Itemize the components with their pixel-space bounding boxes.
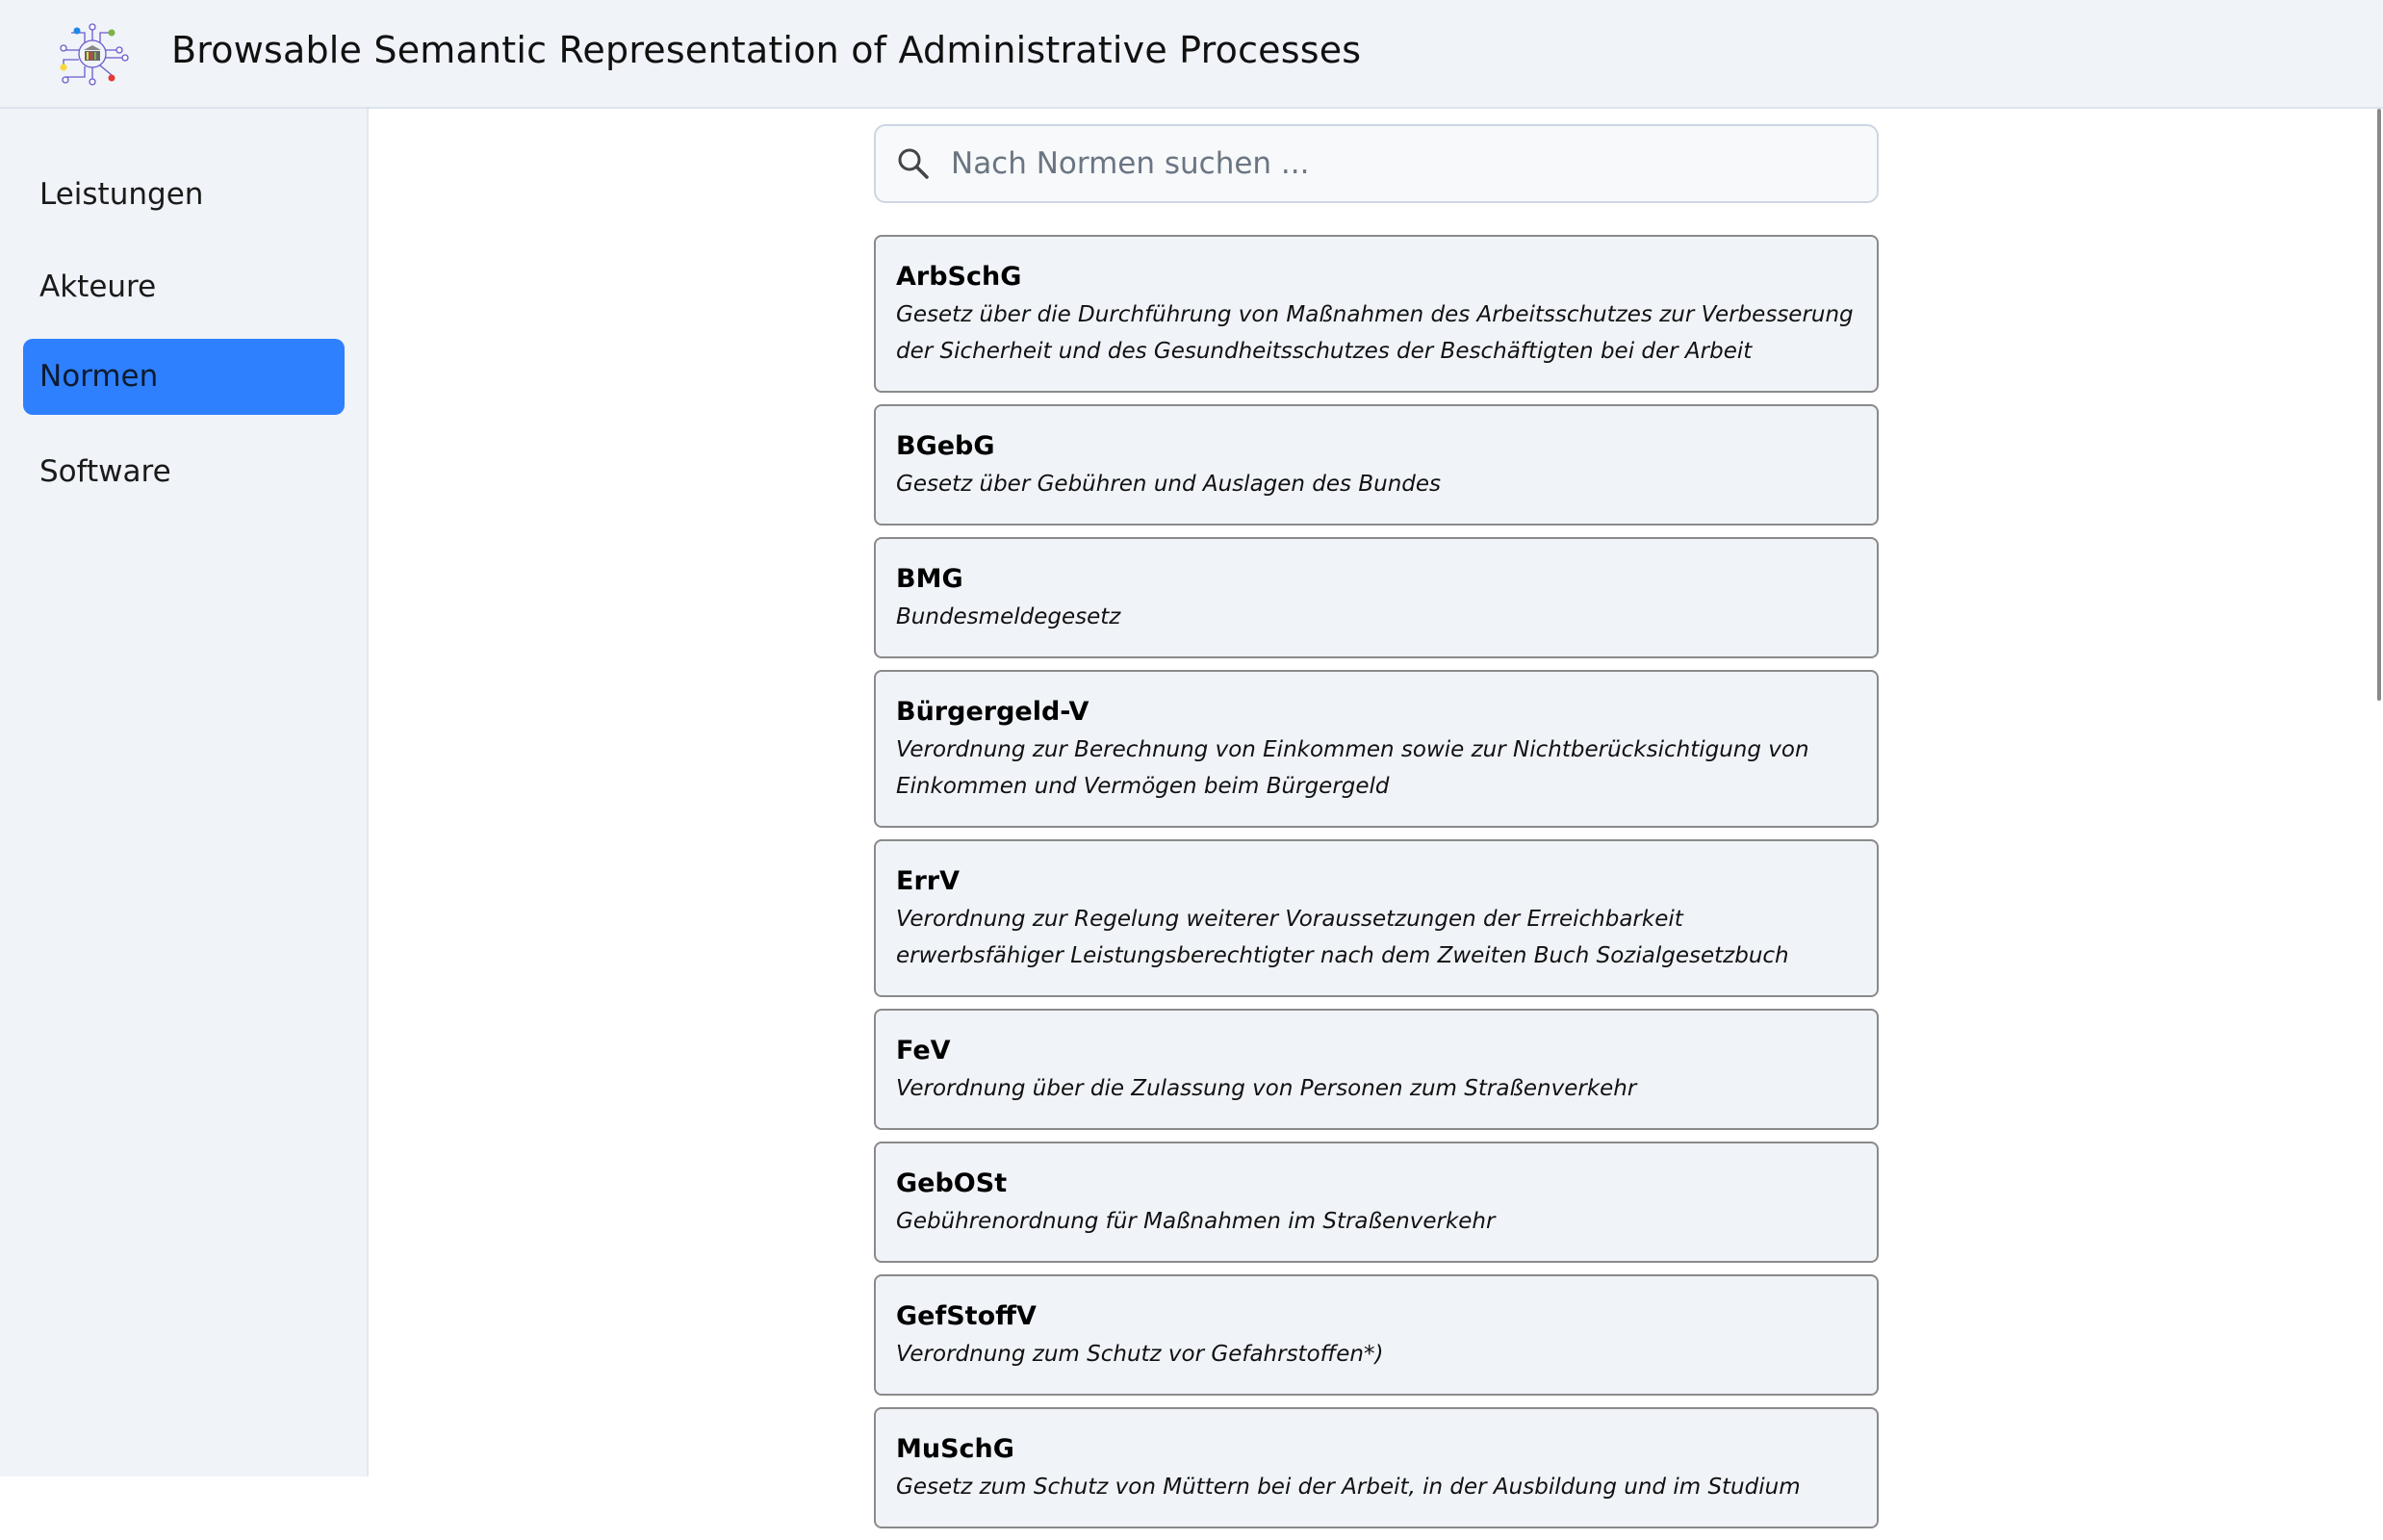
norm-description: Gesetz über die Durchführung von Maßnahmen des Arbeitsschutzes zur Verbesserung der Sicherheit und des Gesundheitsschutzes der Beschäftigten bei der Arbeit (896, 296, 1857, 370)
sidebar-item-leistungen[interactable]: Leistungen (23, 157, 345, 233)
scrollbar-thumb[interactable] (2377, 109, 2381, 701)
norm-card[interactable] (874, 670, 1879, 828)
norm-abbreviation: BMG (896, 560, 1857, 599)
norm-list (874, 235, 1879, 1540)
norm-description: Bundesmeldegesetz (896, 599, 1857, 635)
search-input[interactable] (951, 146, 1817, 181)
norm-description: Verordnung über die Zulassung von Personen zum Straßenverkehr (896, 1070, 1857, 1107)
search-box[interactable] (874, 124, 1879, 203)
norm-description: Verordnung zum Schutz vor Gefahrstoffen*) (896, 1336, 1857, 1373)
app-title: Browsable Semantic Representation of Administrative Processes (171, 29, 1361, 71)
norm-card[interactable] (874, 235, 1879, 393)
norm-card[interactable] (874, 839, 1879, 997)
norm-card[interactable] (874, 1009, 1879, 1130)
norm-abbreviation: ErrV (896, 862, 1857, 901)
scrollbar[interactable] (2373, 109, 2383, 1476)
norm-abbreviation: BGebG (896, 427, 1857, 466)
logo-icon (56, 21, 129, 89)
sidebar-nav (0, 109, 369, 1476)
norm-abbreviation: GebOSt (896, 1165, 1857, 1203)
norm-card[interactable] (874, 1407, 1879, 1528)
norm-abbreviation: Bürgergeld-V (896, 693, 1857, 732)
norm-card[interactable] (874, 1274, 1879, 1396)
sidebar-item-akteure[interactable]: Akteure (23, 249, 345, 325)
norm-card[interactable] (874, 404, 1879, 526)
norm-abbreviation: ArbSchG (896, 258, 1857, 296)
norm-description: Gesetz zum Schutz von Müttern bei der Arbeit, in der Ausbildung und im Studium (896, 1469, 1857, 1505)
norm-card[interactable] (874, 1142, 1879, 1263)
sidebar-item-software[interactable]: Software (23, 434, 345, 510)
app-header (0, 0, 2383, 109)
main-content (369, 109, 2383, 1476)
sidebar-item-normen[interactable]: Normen (23, 339, 345, 415)
norm-description: Verordnung zur Regelung weiterer Voraussetzungen der Erreichbarkeit erwerbsfähiger Leistungsberechtigter nach dem Zweiten Buch Sozialgesetzbuch (896, 901, 1857, 974)
norm-card[interactable] (874, 537, 1879, 658)
norm-description: Gesetz über Gebühren und Auslagen des Bundes (896, 466, 1857, 502)
norm-abbreviation: FeV (896, 1032, 1857, 1070)
search-icon (897, 147, 930, 180)
norm-abbreviation: MuSchG (896, 1430, 1857, 1469)
norm-description: Gebührenordnung für Maßnahmen im Straßenverkehr (896, 1203, 1857, 1240)
norm-description: Verordnung zur Berechnung von Einkommen sowie zur Nichtberücksichtigung von Einkommen und Vermögen beim Bürgergeld (896, 732, 1857, 805)
norm-abbreviation: GefStoffV (896, 1297, 1857, 1336)
